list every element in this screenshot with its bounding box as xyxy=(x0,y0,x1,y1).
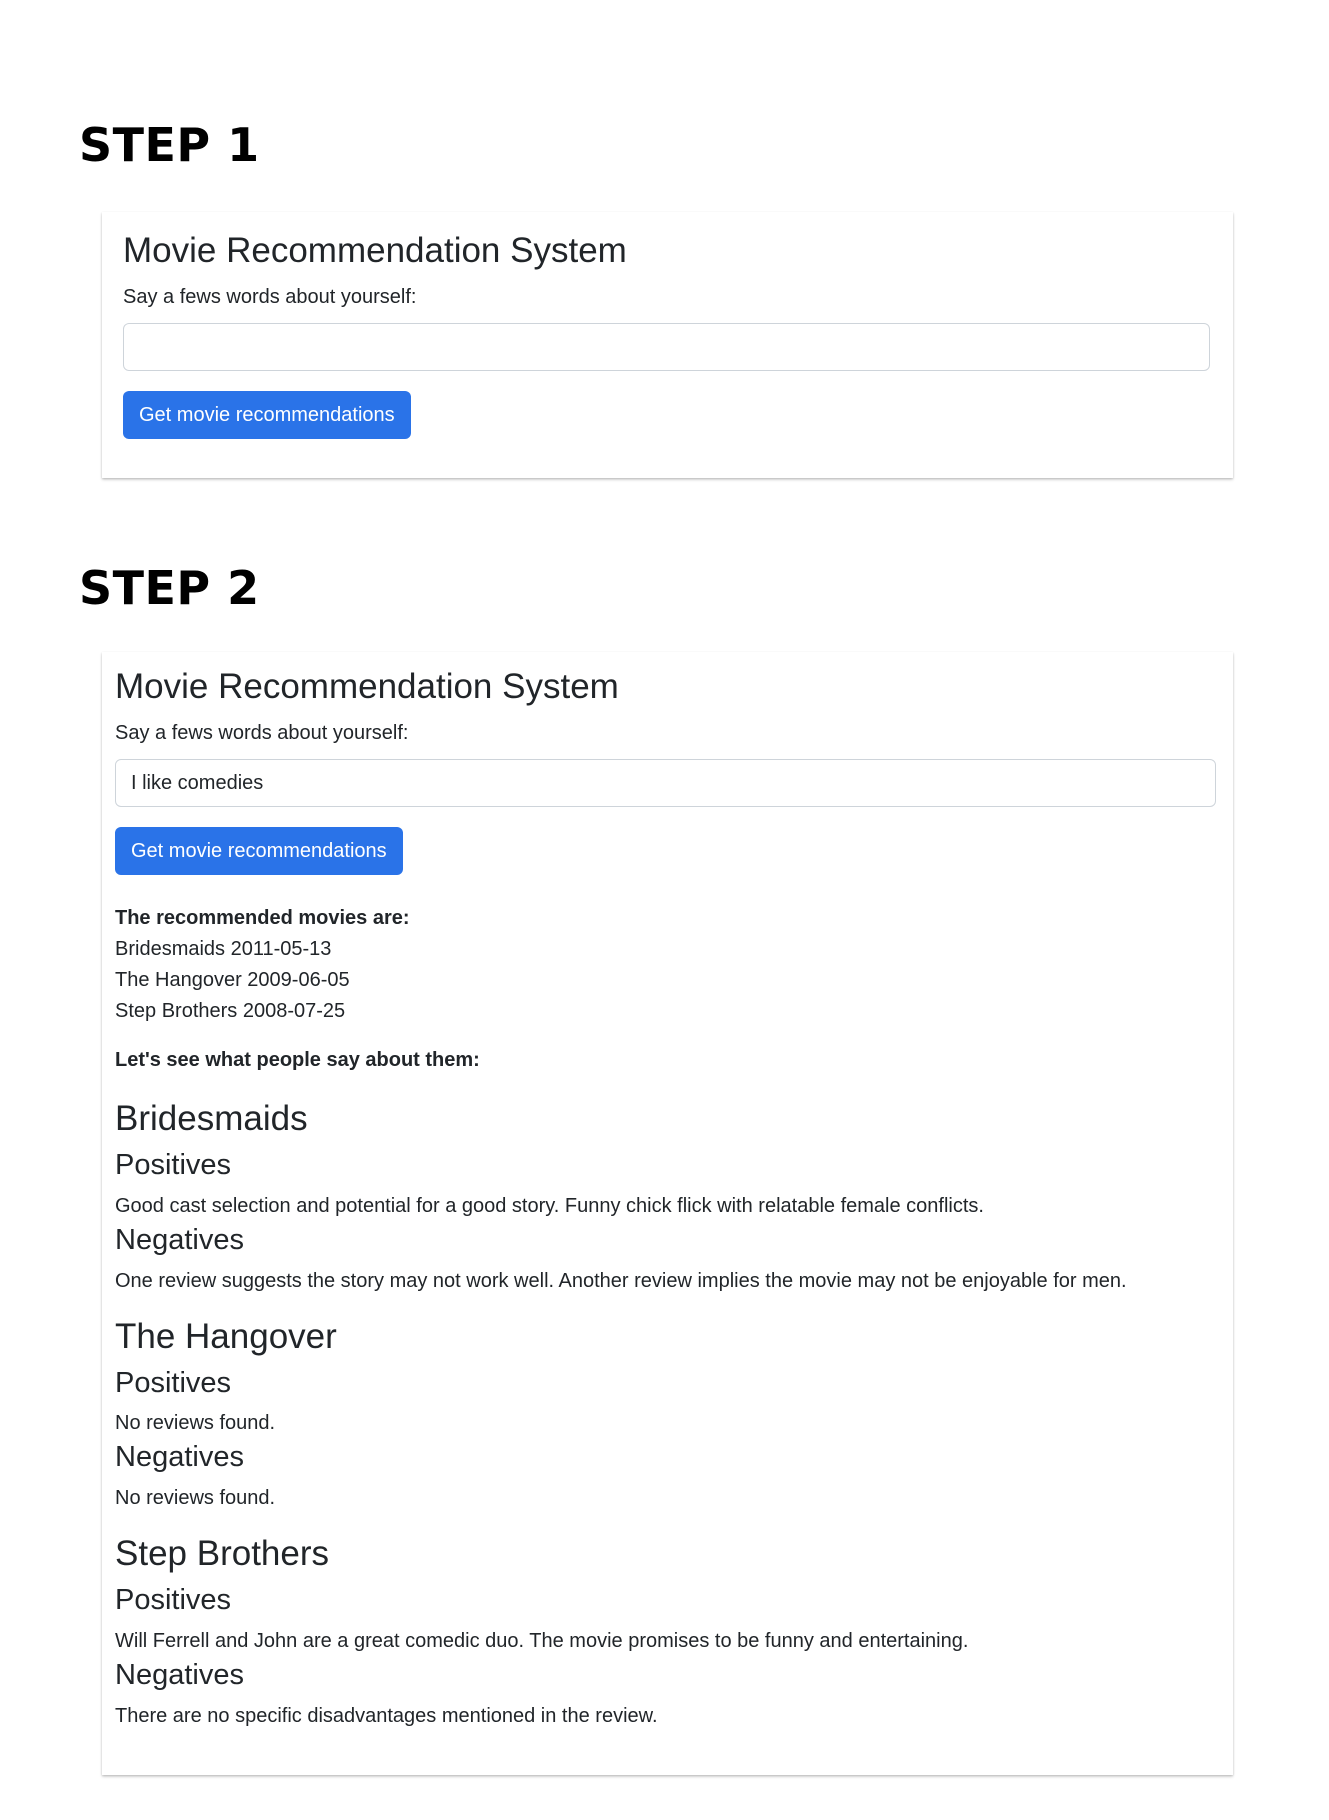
list-item: Step Brothers 2008-07-25 xyxy=(115,1000,346,1022)
recommended-movies-list xyxy=(115,934,1216,1027)
app-title: Movie Recommendation System xyxy=(123,231,627,270)
negatives-heading: Negatives xyxy=(115,1223,244,1256)
negatives-heading: Negatives xyxy=(115,1658,244,1691)
step-2-app-panel xyxy=(102,652,1233,1775)
get-recommendations-button[interactable]: Get movie recommendations xyxy=(115,827,403,875)
step-2-heading: STEP 2 xyxy=(79,561,260,615)
positives-text: Will Ferrell and John are a great comedic duo. The movie promises to be funny and entertaining. xyxy=(115,1629,969,1652)
review-block-step-brothers xyxy=(115,1533,1216,1729)
about-yourself-input[interactable] xyxy=(123,323,1210,371)
step-1-heading: STEP 1 xyxy=(79,118,260,172)
about-yourself-label: Say a fews words about yourself: xyxy=(115,722,409,744)
step-1-app-panel xyxy=(102,212,1233,478)
positives-heading: Positives xyxy=(115,1149,232,1181)
get-recommendations-button[interactable]: Get movie recommendations xyxy=(123,391,411,439)
list-item: The Hangover 2009-06-05 xyxy=(115,969,350,991)
positives-heading: Positives xyxy=(115,1584,232,1617)
recommended-movies-label: The recommended movies are: xyxy=(115,907,410,929)
positives-text: Good cast selection and potential for a good story. Funny chick flick with relatable female conflicts. xyxy=(115,1194,984,1217)
review-block-the-hangover xyxy=(115,1316,1216,1512)
positives-text: No reviews found. xyxy=(115,1412,276,1435)
about-yourself-label: Say a fews words about yourself: xyxy=(123,286,417,308)
list-item: Bridesmaids 2011-05-13 xyxy=(115,938,332,960)
review-block-bridesmaids xyxy=(115,1098,1216,1294)
movie-title: Step Brothers xyxy=(115,1534,329,1574)
app-title: Movie Recommendation System xyxy=(115,667,619,706)
negatives-heading: Negatives xyxy=(115,1441,244,1474)
negatives-text: One review suggests the story may not work well. Another review implies the movie may not be enjoyable for men. xyxy=(115,1269,1127,1292)
about-yourself-input[interactable] xyxy=(115,759,1216,807)
movie-title: The Hangover xyxy=(115,1316,337,1356)
movie-title: Bridesmaids xyxy=(115,1099,308,1138)
reviews-intro-label: Let's see what people say about them: xyxy=(115,1049,480,1071)
positives-heading: Positives xyxy=(115,1366,232,1399)
negatives-text: There are no specific disadvantages mentioned in the review. xyxy=(115,1704,658,1727)
negatives-text: No reviews found. xyxy=(115,1487,276,1510)
